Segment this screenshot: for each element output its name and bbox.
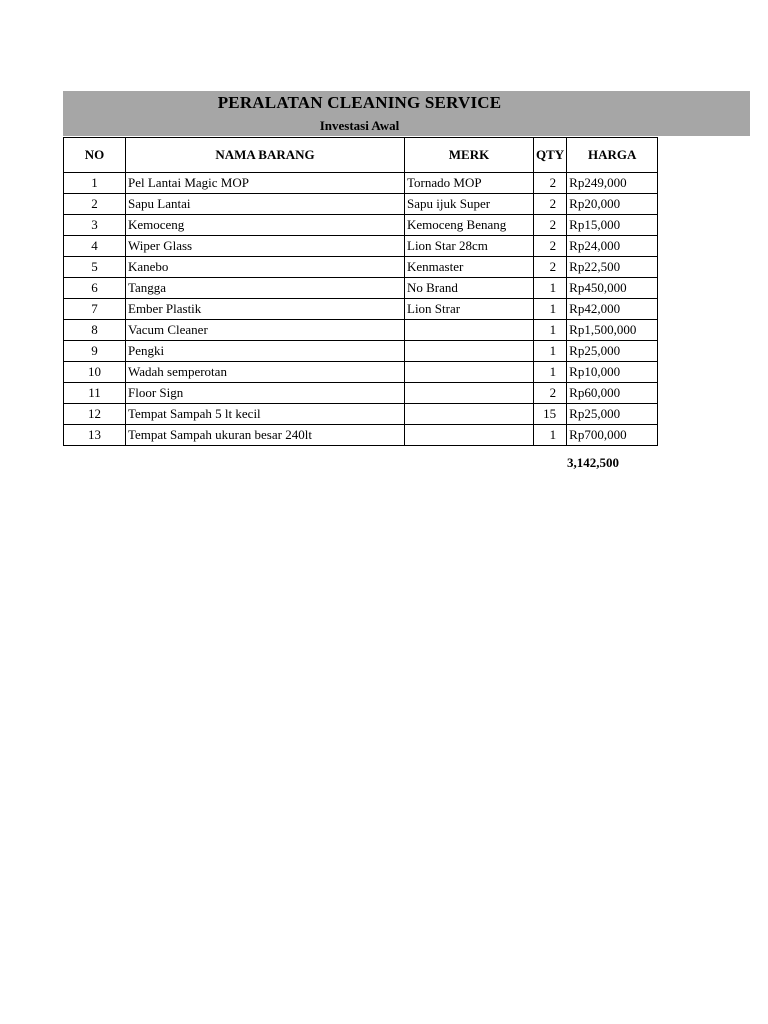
cell-qty: 2 [534,383,567,404]
cell-harga: Rp1,500,000 [567,320,658,341]
table-row [64,173,658,194]
cell-merk [405,341,534,362]
table-row [64,341,658,362]
cell-merk: Lion Star 28cm [405,236,534,257]
cell-qty: 1 [534,320,567,341]
cell-harga: Rp60,000 [567,383,658,404]
cell-nama-barang: Kemoceng [126,215,405,236]
cell-nama-barang: Vacum Cleaner [126,320,405,341]
cell-qty: 1 [534,362,567,383]
table-row [64,257,658,278]
col-header-harga: HARGA [567,138,658,173]
cell-no: 11 [64,383,126,404]
table-row [64,278,658,299]
col-header-nama-barang: NAMA BARANG [126,138,405,173]
cell-harga: Rp25,000 [567,341,658,362]
table-header-row [64,138,658,173]
sheet-subtitle: Investasi Awal [319,118,400,133]
cell-harga: Rp450,000 [567,278,658,299]
cell-nama-barang: Pengki [126,341,405,362]
cell-nama-barang: Tempat Sampah 5 lt kecil [126,404,405,425]
cell-merk [405,404,534,425]
table-row [64,320,658,341]
cell-no: 13 [64,425,126,446]
cell-nama-barang: Floor Sign [126,383,405,404]
cell-merk: Tornado MOP [405,173,534,194]
cell-no: 4 [64,236,126,257]
cell-merk: Kemoceng Benang [405,215,534,236]
cell-no: 9 [64,341,126,362]
total-amount: 3,142,500 [567,455,619,470]
table-row [64,404,658,425]
cell-nama-barang: Kanebo [126,257,405,278]
cell-no: 6 [64,278,126,299]
cell-qty: 2 [534,194,567,215]
cell-nama-barang: Tangga [126,278,405,299]
cell-no: 10 [64,362,126,383]
cell-harga: Rp15,000 [567,215,658,236]
col-header-no: NO [64,138,126,173]
cell-harga: Rp42,000 [567,299,658,320]
cell-harga: Rp10,000 [567,362,658,383]
cell-qty: 2 [534,173,567,194]
cell-nama-barang: Pel Lantai Magic MOP [126,173,405,194]
cell-nama-barang: Tempat Sampah ukuran besar 240lt [126,425,405,446]
cell-no: 5 [64,257,126,278]
sheet-title: PERALATAN CLEANING SERVICE [217,93,502,112]
cell-merk [405,425,534,446]
equipment-table [63,137,658,446]
cell-qty: 1 [534,278,567,299]
cell-harga: Rp20,000 [567,194,658,215]
cell-qty: 2 [534,236,567,257]
table-row [64,383,658,404]
cell-merk: Sapu ijuk Super [405,194,534,215]
cell-harga: Rp24,000 [567,236,658,257]
table-row [64,362,658,383]
table-row [64,215,658,236]
cell-no: 12 [64,404,126,425]
cell-nama-barang: Wiper Glass [126,236,405,257]
cell-merk: Kenmaster [405,257,534,278]
cell-merk: No Brand [405,278,534,299]
cell-no: 2 [64,194,126,215]
col-header-merk: MERK [405,138,534,173]
cell-qty: 2 [534,215,567,236]
cell-harga: Rp249,000 [567,173,658,194]
cell-harga: Rp25,000 [567,404,658,425]
table-row [64,299,658,320]
cell-merk [405,320,534,341]
cell-merk [405,362,534,383]
cell-nama-barang: Sapu Lantai [126,194,405,215]
cell-harga: Rp22,500 [567,257,658,278]
col-header-qty: QTY [534,138,567,173]
cell-qty: 15 [534,404,567,425]
table-row [64,425,658,446]
cell-nama-barang: Ember Plastik [126,299,405,320]
cell-merk [405,383,534,404]
cell-qty: 1 [534,425,567,446]
cell-nama-barang: Wadah semperotan [126,362,405,383]
cell-qty: 2 [534,257,567,278]
cell-qty: 1 [534,299,567,320]
cell-no: 8 [64,320,126,341]
cell-no: 3 [64,215,126,236]
cell-no: 7 [64,299,126,320]
table-row [64,194,658,215]
cell-no: 1 [64,173,126,194]
cell-harga: Rp700,000 [567,425,658,446]
cell-merk: Lion Strar [405,299,534,320]
cell-qty: 1 [534,341,567,362]
table-row [64,236,658,257]
